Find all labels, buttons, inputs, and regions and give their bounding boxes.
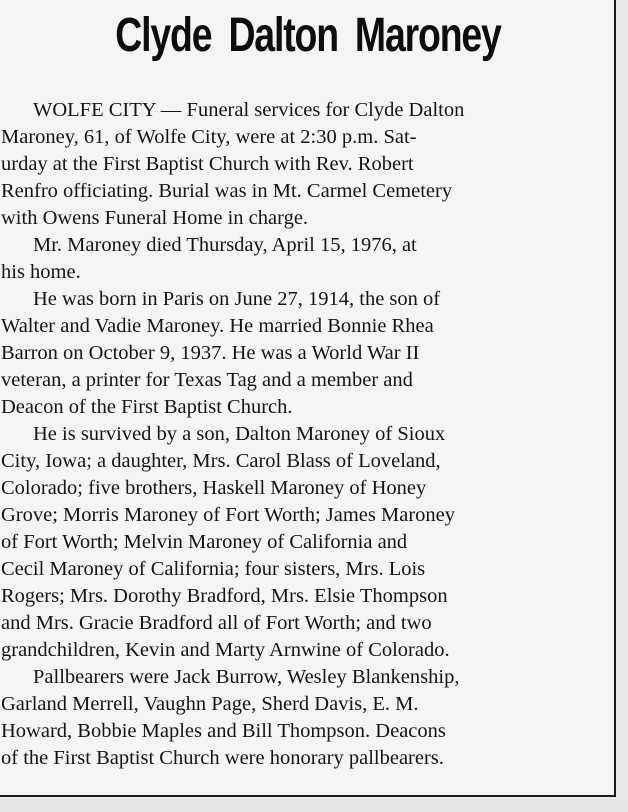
text-line: Garland Merrell, Vaughn Page, Sherd Davis, E. M. bbox=[1, 693, 419, 715]
text-line: Colorado; five brothers, Haskell Maroney of Honey bbox=[1, 477, 427, 499]
text-line: urday at the First Baptist Church with Rev. Robert bbox=[1, 153, 414, 175]
text-line: He is survived by a son, Dalton Maroney of Sioux bbox=[33, 423, 446, 445]
text-line: Deacon of the First Baptist Church. bbox=[1, 396, 293, 418]
text-line: Howard, Bobbie Maples and Bill Thompson. Deacons bbox=[1, 720, 446, 742]
text-line: veteran, a printer for Texas Tag and a member and bbox=[1, 369, 413, 391]
headline: Clyde Dalton Maroney bbox=[115, 9, 501, 62]
scan-margin bbox=[0, 799, 628, 812]
text-line: Mr. Maroney died Thursday, April 15, 1976, at bbox=[33, 234, 417, 256]
text-line: his home. bbox=[1, 261, 81, 283]
obituary-body bbox=[1, 97, 607, 772]
text-line: and Mrs. Gracie Bradford all of Fort Worth; and two bbox=[1, 612, 432, 634]
text-line: grandchildren, Kevin and Marty Arnwine of Colorado. bbox=[1, 639, 450, 661]
text-line: Rogers; Mrs. Dorothy Bradford, Mrs. Elsie Thompson bbox=[1, 585, 448, 607]
text-line: Maroney, 61, of Wolfe City, were at 2:30 p.m. Sat- bbox=[1, 126, 417, 148]
text-line: City, Iowa; a daughter, Mrs. Carol Blass of Loveland, bbox=[1, 450, 441, 472]
text-line: WOLFE CITY — Funeral services for Clyde Dalton bbox=[33, 99, 465, 121]
text-line: with Owens Funeral Home in charge. bbox=[1, 207, 309, 229]
text-line: He was born in Paris on June 27, 1914, the son of bbox=[33, 288, 441, 310]
text-line: of Fort Worth; Melvin Maroney of California and bbox=[1, 531, 408, 553]
text-line: of the First Baptist Church were honorary pallbearers. bbox=[1, 747, 444, 769]
text-line: Cecil Maroney of California; four sisters, Mrs. Lois bbox=[1, 558, 426, 580]
text-line: Grove; Morris Maroney of Fort Worth; James Maroney bbox=[1, 504, 456, 526]
text-line: Barron on October 9, 1937. He was a World War II bbox=[1, 342, 420, 364]
text-line: Walter and Vadie Maroney. He married Bonnie Rhea bbox=[1, 315, 434, 337]
text-line: Renfro officiating. Burial was in Mt. Carmel Cemetery bbox=[1, 180, 453, 202]
text-line: Pallbearers were Jack Burrow, Wesley Blankenship, bbox=[33, 666, 460, 688]
